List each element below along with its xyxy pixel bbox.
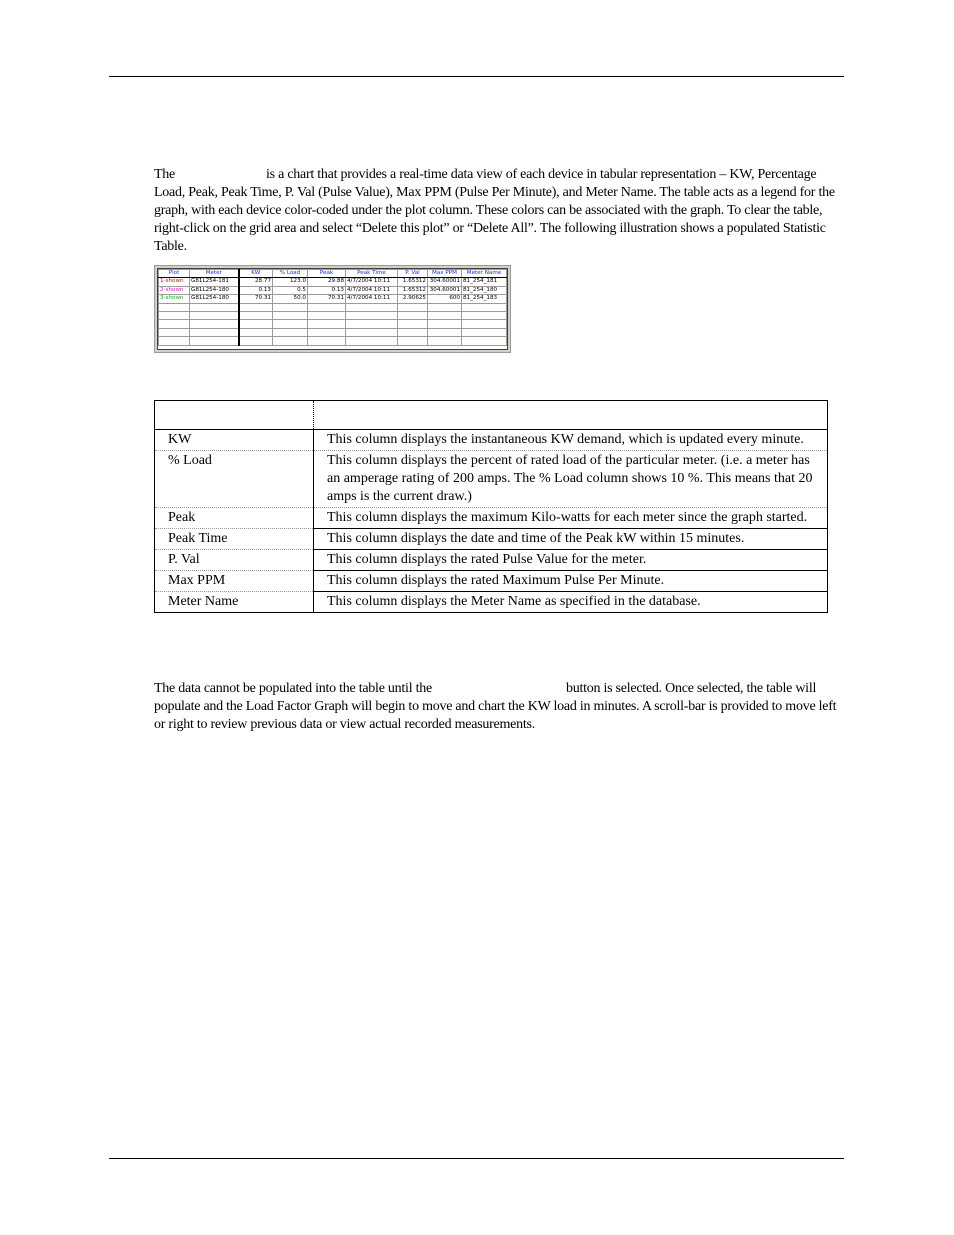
stat-empty-cell	[159, 303, 190, 311]
statistic-table	[158, 269, 507, 346]
closing-body: button is selected. Once selected, the table will populate and the Load Factor Graph will begin to move and chart the KW load in minutes. A scroll-bar is provided to move left or right to review previous data or view actual recorded measurements.	[154, 681, 837, 732]
column-name-cell: Max PPM	[155, 571, 314, 592]
stat-empty-cell	[159, 337, 190, 345]
stat-empty-cell	[398, 303, 428, 311]
stat-empty-cell	[428, 312, 462, 320]
intro-body: is a chart that provides a real-time data view of each device in tabular representation – KW, Percentage Load, Peak, Peak Time, P. Val (Pulse Value), Max PPM (Pulse Per Minute), and Meter Name. The table acts as a legend for the graph, with each device color-coded under the plot column. These colors can be associated with the graph. To clear the table, right-click on the grid area and select “Delete this plot” or “Delete All”. The following illustration shows a populated Statistic Table.	[154, 167, 835, 254]
stat-cell: G81L254-180	[190, 286, 239, 294]
stat-cell: 0.13	[308, 286, 346, 294]
stat-empty-cell	[308, 320, 346, 328]
statistic-table-screenshot	[154, 265, 511, 353]
stat-empty-cell	[346, 320, 398, 328]
stat-empty-cell	[308, 328, 346, 336]
stat-cell: 0.13	[239, 286, 273, 294]
columns-description-table	[154, 400, 828, 613]
stat-empty-cell	[239, 328, 273, 336]
column-name-cell: KW	[155, 430, 314, 451]
stat-header-cell[interactable]: KW	[239, 270, 273, 278]
column-description-cell: This column displays the rated Maximum Pulse Per Minute.	[314, 571, 828, 592]
stat-cell: 2.90625	[398, 295, 428, 303]
plot-cell: 3-shown	[159, 295, 190, 303]
stat-cell: 81_254_183	[462, 295, 507, 303]
column-name-cell: % Load	[155, 451, 314, 508]
stat-empty-cell	[308, 337, 346, 345]
stat-header-cell[interactable]: P. Val	[398, 270, 428, 278]
column-description-row	[155, 430, 828, 451]
stat-cell: 1.65312	[398, 286, 428, 294]
plot-cell: 2-shown	[159, 286, 190, 294]
stat-empty-cell	[462, 337, 507, 345]
stat-cell: 4/7/2004 10:11	[346, 278, 398, 286]
stat-row[interactable]	[159, 278, 507, 286]
plot-cell: 1-shown	[159, 278, 190, 286]
stat-empty-cell	[190, 320, 239, 328]
column-name-cell: Peak Time	[155, 529, 314, 550]
stat-empty-cell	[239, 312, 273, 320]
column-description-row	[155, 592, 828, 613]
stat-empty-row	[159, 320, 507, 328]
stat-empty-cell	[273, 320, 308, 328]
stat-cell: 304.60001	[428, 278, 462, 286]
closing-lead: The data cannot be populated into the table until the	[154, 681, 432, 696]
stat-empty-cell	[346, 303, 398, 311]
stat-header-cell[interactable]: Plot	[159, 270, 190, 278]
stat-empty-cell	[398, 320, 428, 328]
stat-header-cell[interactable]: Meter	[190, 270, 239, 278]
column-description-cell: This column displays the Meter Name as specified in the database.	[314, 592, 828, 613]
column-description-row	[155, 571, 828, 592]
stat-empty-cell	[239, 320, 273, 328]
intro-paragraph	[154, 166, 844, 256]
column-description-row	[155, 529, 828, 550]
header-cell-column	[155, 401, 314, 430]
stat-cell: 70.31	[308, 295, 346, 303]
stat-empty-cell	[398, 312, 428, 320]
stat-empty-cell	[273, 303, 308, 311]
column-description-row	[155, 550, 828, 571]
stat-empty-cell	[159, 328, 190, 336]
stat-cell: 29.88	[308, 278, 346, 286]
stat-header-cell[interactable]: Peak	[308, 270, 346, 278]
stat-empty-row	[159, 337, 507, 345]
stat-cell: 4/7/2004 10:11	[346, 295, 398, 303]
column-name-cell: P. Val	[155, 550, 314, 571]
stat-empty-cell	[239, 303, 273, 311]
stat-row[interactable]	[159, 295, 507, 303]
stat-header-cell[interactable]: Max PPM	[428, 270, 462, 278]
stat-empty-row	[159, 303, 507, 311]
column-description-cell: This column displays the instantaneous KW demand, which is updated every minute.	[314, 430, 828, 451]
stat-cell: G81L254-180	[190, 295, 239, 303]
column-description-cell: This column displays the percent of rated load of the particular meter. (i.e. a meter has an amperage rating of 200 amps. The % Load column shows 10 %. This means that 20 amps is the current draw.)	[314, 451, 828, 508]
stat-empty-cell	[462, 312, 507, 320]
stat-empty-cell	[346, 312, 398, 320]
column-description-row	[155, 451, 828, 508]
stat-empty-cell	[190, 328, 239, 336]
stat-empty-cell	[398, 328, 428, 336]
stat-cell: 1.65312	[398, 278, 428, 286]
stat-empty-cell	[462, 303, 507, 311]
stat-cell: 600	[428, 295, 462, 303]
stat-empty-cell	[190, 303, 239, 311]
column-description-row	[155, 508, 828, 529]
stat-cell: 123.0	[273, 278, 308, 286]
stat-cell: 304.60001	[428, 286, 462, 294]
stat-cell: 0.5	[273, 286, 308, 294]
stat-header-cell[interactable]: Peak Time	[346, 270, 398, 278]
stat-empty-cell	[462, 328, 507, 336]
stat-row[interactable]	[159, 286, 507, 294]
footer-rule	[109, 1158, 844, 1159]
stat-empty-cell	[428, 337, 462, 345]
stat-header-cell[interactable]: % Load	[273, 270, 308, 278]
column-name-cell: Peak	[155, 508, 314, 529]
stat-empty-cell	[428, 303, 462, 311]
stat-cell: 70.31	[239, 295, 273, 303]
stat-empty-cell	[239, 337, 273, 345]
stat-empty-cell	[428, 328, 462, 336]
stat-empty-cell	[308, 303, 346, 311]
stat-cell: 4/7/2004 10:11	[346, 286, 398, 294]
stat-cell: 28.77	[239, 278, 273, 286]
stat-empty-cell	[462, 320, 507, 328]
stat-empty-cell	[346, 337, 398, 345]
stat-empty-cell	[190, 337, 239, 345]
stat-empty-cell	[308, 312, 346, 320]
closing-paragraph	[154, 680, 844, 734]
stat-cell: 81_254_180	[462, 286, 507, 294]
stat-empty-cell	[346, 328, 398, 336]
stat-empty-cell	[273, 328, 308, 336]
stat-empty-cell	[398, 337, 428, 345]
columns-table-header	[155, 401, 828, 430]
header-cell-description	[314, 401, 828, 430]
intro-lead: The	[154, 167, 176, 182]
stat-empty-cell	[428, 320, 462, 328]
stat-empty-cell	[273, 337, 308, 345]
header-rule	[109, 76, 844, 77]
stat-cell: 50.0	[273, 295, 308, 303]
stat-header-cell[interactable]: Meter Name	[462, 270, 507, 278]
stat-empty-cell	[190, 312, 239, 320]
stat-empty-row	[159, 312, 507, 320]
column-description-cell: This column displays the maximum Kilo-watts for each meter since the graph started.	[314, 508, 828, 529]
stat-empty-cell	[273, 312, 308, 320]
stat-cell: 81_254_181	[462, 278, 507, 286]
stat-cell: G81L254-181	[190, 278, 239, 286]
stat-empty-cell	[159, 320, 190, 328]
column-description-cell: This column displays the date and time of the Peak kW within 15 minutes.	[314, 529, 828, 550]
column-name-cell: Meter Name	[155, 592, 314, 613]
column-description-cell: This column displays the rated Pulse Value for the meter.	[314, 550, 828, 571]
stat-empty-row	[159, 328, 507, 336]
stat-empty-cell	[159, 312, 190, 320]
